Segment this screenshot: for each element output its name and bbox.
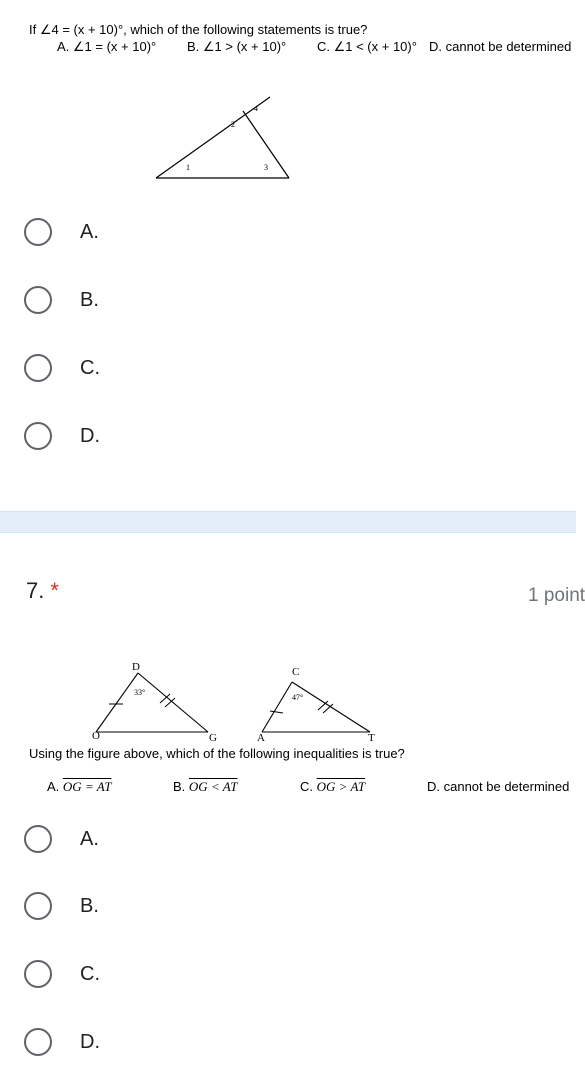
side-ct <box>292 682 370 732</box>
radio-button[interactable] <box>24 354 52 382</box>
angle-c-label: 47° <box>292 693 304 702</box>
q6-option-d[interactable] <box>24 418 100 454</box>
option-label: B. <box>80 288 99 311</box>
option-label: A. <box>80 827 99 850</box>
choice-expression: OG > AT <box>316 779 366 794</box>
vertex-t-label: T <box>368 732 375 744</box>
angle-4-label: 4 <box>254 104 258 113</box>
q6-choice-a: A. ∠1 = (x + 10)° <box>57 39 157 54</box>
q6-choice-d: D. cannot be determined <box>429 39 572 54</box>
radio-button[interactable] <box>24 218 52 246</box>
angle-2-label: 2 <box>231 120 235 129</box>
question-divider <box>0 511 576 533</box>
q7-option-c[interactable] <box>24 956 100 992</box>
q7-triangles-figure <box>0 655 576 745</box>
vertex-o-label: O <box>92 730 100 742</box>
angle-1-label: 1 <box>186 163 190 172</box>
choice-prefix: B. <box>173 779 186 794</box>
q7-choice-c <box>300 779 365 795</box>
choice-prefix: A. <box>47 779 60 794</box>
side-ca <box>262 682 292 732</box>
side-do <box>96 673 138 732</box>
vertex-g-label: G <box>209 732 217 744</box>
q6-choice-b: B. ∠1 > (x + 10)° <box>187 39 287 54</box>
q6-triangle-figure <box>0 0 576 200</box>
option-label: C. <box>80 962 100 985</box>
choice-expression: OG < AT <box>188 779 238 794</box>
angle-d-label: 33° <box>134 688 146 697</box>
q6-option-a[interactable] <box>24 214 99 250</box>
side-dg <box>138 673 208 732</box>
q6-choice-c: C. ∠1 < (x + 10)° <box>317 39 417 54</box>
q7-choice-d: D. cannot be determined <box>427 779 570 794</box>
radio-button[interactable] <box>24 286 52 314</box>
question-number: 7. <box>26 578 45 603</box>
radio-button[interactable] <box>24 960 52 988</box>
q6-option-b[interactable] <box>24 282 99 318</box>
option-label: D. <box>80 424 100 447</box>
question-7-text: Using the figure above, which of the following inequalities is true? <box>29 746 405 761</box>
choice-prefix: C. <box>300 779 313 794</box>
radio-button[interactable] <box>24 422 52 450</box>
tick-ca <box>270 711 283 713</box>
vertex-c-label: C <box>292 666 300 678</box>
vertex-d-label: D <box>132 661 140 673</box>
q7-option-b[interactable] <box>24 888 99 924</box>
option-label: A. <box>80 220 99 243</box>
question-6-text: If ∠4 = (x + 10)°, which of the following statements is true? <box>29 22 368 37</box>
question-7-title <box>26 578 59 604</box>
radio-button[interactable] <box>24 892 52 920</box>
choice-expression: OG = AT <box>62 779 112 794</box>
option-label: D. <box>80 1030 100 1053</box>
triangle-side-extended <box>156 97 270 178</box>
radio-button[interactable] <box>24 825 52 853</box>
required-asterisk: * <box>50 578 59 603</box>
q7-choice-a <box>47 779 111 795</box>
radio-button[interactable] <box>24 1028 52 1056</box>
angle-3-label: 3 <box>264 163 268 172</box>
option-label: C. <box>80 356 100 379</box>
q7-choice-b <box>173 779 237 795</box>
option-label: B. <box>80 894 99 917</box>
q7-option-d[interactable] <box>24 1024 100 1060</box>
points-label: 1 point <box>528 585 585 606</box>
q6-option-c[interactable] <box>24 350 100 386</box>
vertex-a-label: A <box>257 732 265 744</box>
q7-option-a[interactable] <box>24 821 99 857</box>
